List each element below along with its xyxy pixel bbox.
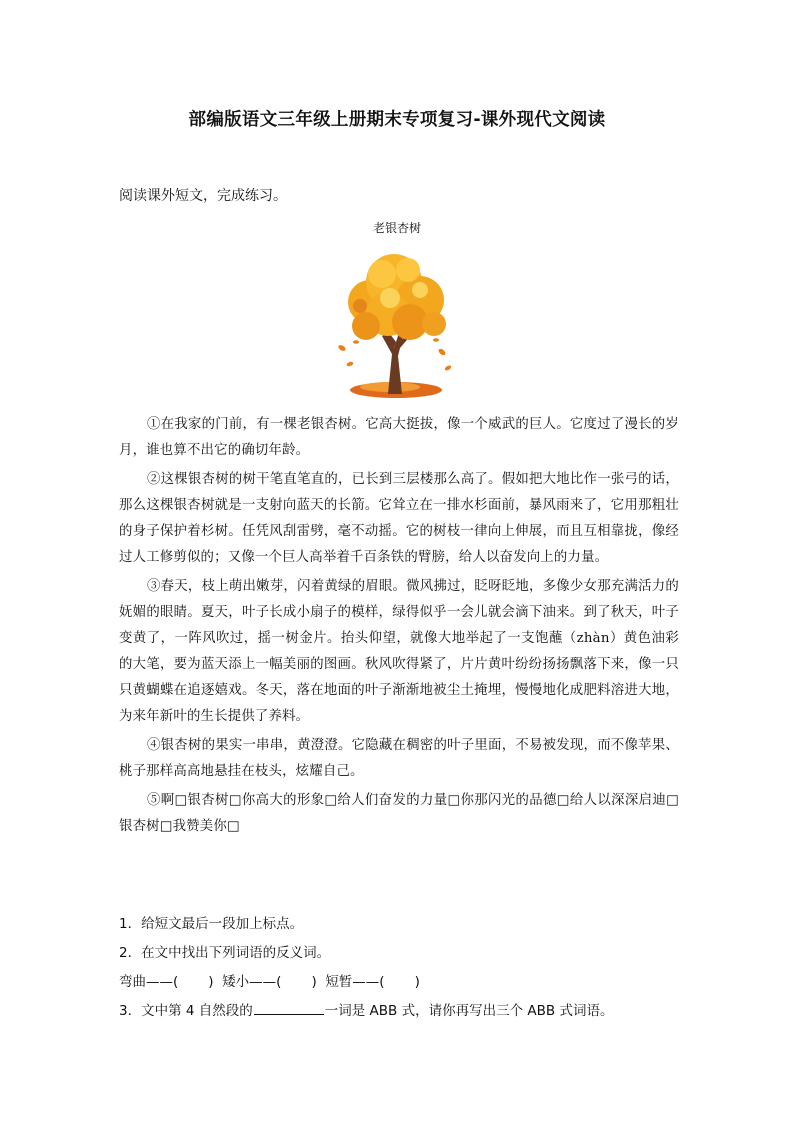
paragraph-1: ①在我家的门前，有一棵老银杏树。它高大挺拔，像一个威武的巨人。它度过了漫长的岁月，谁也算不出它的确切年龄。 — [119, 417, 679, 458]
bracket-close-3: ) — [414, 974, 420, 990]
question-3 — [119, 997, 679, 1026]
question-1: 1．给短文最后一段加上标点。 — [119, 916, 304, 932]
passage-title: 老银杏树 — [372, 221, 421, 235]
passage-body — [119, 412, 679, 843]
bracket-close-2: ) — [311, 974, 317, 990]
antonym-word-3: 短暂——( — [325, 974, 385, 990]
page-title: 部编版语文三年级上册期末专项复习-课外现代文阅读 — [188, 110, 606, 130]
question-2-words — [119, 968, 679, 997]
paragraph-2: ②这棵银杏树的树干笔直笔直的，已长到三层楼那么高了。假如把大地比作一张弓的话，那么这棵银杏树就是一支射向蓝天的长箭。它耸立在一排水杉面前，暴风雨来了，它用那粗壮的身子保护着杉树。任凭风刮雷劈，毫不动摇。它的树枝一律向上伸展，而且互相靠拢，像经过人工修剪似的；又像一个巨人高举着千百条铁的臂膀，给人以奋发向上的力量。 — [119, 472, 679, 565]
ginkgo-tree-illustration — [330, 244, 458, 400]
paragraph-4: ④银杏树的果实一串串，黄澄澄。它隐藏在稠密的叶子里面，不易被发现，而不像苹果、桃子那样高高地悬挂在枝头，炫耀自己。 — [119, 738, 679, 779]
instruction-text: 阅读课外短文，完成练习。 — [119, 188, 287, 204]
antonym-word-1: 弯曲——( — [119, 974, 179, 990]
answer-blank[interactable] — [254, 1000, 324, 1015]
paragraph-3: ③春天，枝上萌出嫩芽，闪着黄绿的眉眼。微风拂过，眨呀眨地，多像少女那充满活力的妩媚的眼睛。夏天，叶子长成小扇子的模样，绿得似乎一会儿就会滴下油来。到了秋天，叶子变黄了，一阵风吹过，摇一树金片。抬头仰望，就像大地举起了一支饱蘸（zhàn）黄色油彩的大笔，要为蓝天添上一幅美丽的图画。秋风吹得紧了，片片黄叶纷纷扬扬飘落下来，像一只只黄蝴蝶在追逐嬉戏。冬天，落在地面的叶子渐渐地被尘土掩埋，慢慢地化成肥料溶进大地，为来年新叶的生长提供了养料。 — [119, 579, 679, 724]
question-3-suffix: 一词是 ABB 式，请你再写出三个 ABB 式词语。 — [324, 1003, 614, 1019]
questions-section — [119, 910, 679, 1026]
bracket-close-1: ) — [208, 974, 214, 990]
paragraph-5: ⑤啊□银杏树□你高大的形象□给人们奋发的力量□你那闪光的品德□给人以深深启迪□银杏树□我赞美你□ — [119, 793, 679, 834]
question-2: 2．在文中找出下列词语的反义词。 — [119, 945, 331, 961]
question-3-prefix: 3．文中第 4 自然段的 — [119, 1003, 253, 1019]
tree-canopy — [348, 254, 446, 340]
antonym-word-2: 矮小——( — [222, 974, 282, 990]
